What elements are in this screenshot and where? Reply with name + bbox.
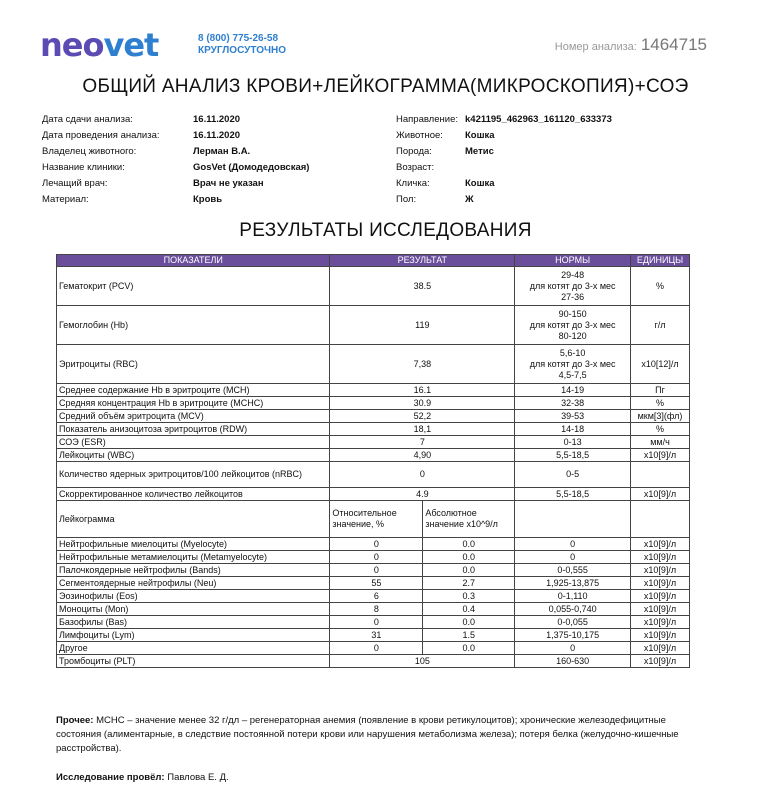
leukogram-row (57, 577, 690, 590)
indicator-name: Скорректированное количество лейкоцитов (57, 488, 330, 501)
info-row (396, 112, 612, 128)
analysis-number-label: Номер анализа: (554, 41, 637, 53)
relative-value: 0 (330, 564, 423, 577)
relative-value: 0 (330, 642, 423, 655)
norm-line: 0-13 (563, 436, 582, 447)
leukogram-header-row (57, 501, 690, 538)
indicator-name: Среднее содержание Hb в эритроците (MCH) (57, 384, 330, 397)
unit-value: x10[9]/л (631, 616, 690, 629)
table-row (57, 384, 690, 397)
info-row (42, 128, 309, 144)
table-row (57, 462, 690, 488)
empty-unit-cell (631, 501, 690, 538)
info-value: GosVet (Домодедовская) (193, 162, 310, 173)
info-row (42, 112, 309, 128)
analysis-number: 1464715 (640, 35, 707, 54)
neovet-logo (40, 26, 158, 64)
info-label: Животное: (396, 130, 443, 141)
relative-value: 0 (330, 551, 423, 564)
info-value: Ж (465, 194, 474, 205)
unit-value: мкм[3](фл) (631, 410, 690, 423)
norm-line: 4,5-7,5 (558, 369, 587, 380)
conducted-value: Павлова Е. Д. (167, 772, 229, 783)
phone-number[interactable]: 8 (800) 775-26-58 (198, 33, 279, 44)
header-result: РЕЗУЛЬТАТ (330, 255, 515, 267)
info-row (42, 192, 309, 208)
unit-value: x10[9]/л (631, 603, 690, 616)
norm-line: 80-120 (558, 330, 587, 341)
relative-value-header: Относительное значение, % (330, 501, 423, 538)
logo-vet: vet (103, 26, 159, 64)
norm-value: 1,925-13,875 (515, 577, 631, 590)
absolute-value: 2.7 (423, 577, 515, 590)
result-value: 4,90 (330, 449, 515, 462)
unit-value: x10[9]/л (631, 590, 690, 603)
info-value: k421195_462963_161120_633373 (465, 114, 612, 125)
absolute-value: 0.0 (423, 551, 515, 564)
analysis-number-block (555, 35, 707, 55)
indicator-name: Базофилы (Bas) (57, 616, 330, 629)
info-row (396, 176, 612, 192)
unit-value: x10[9]/л (631, 577, 690, 590)
norm-line: 90-150 (558, 308, 587, 319)
leukogram-row (57, 538, 690, 551)
info-row (396, 192, 612, 208)
unit-value: мм/ч (631, 436, 690, 449)
norm-line: 14-19 (561, 384, 585, 395)
unit-value: x10[9]/л (631, 642, 690, 655)
info-label: Владелец животного: (42, 146, 137, 157)
info-value: 16.11.2020 (193, 114, 241, 125)
conducted-by (56, 772, 229, 783)
info-row (396, 160, 612, 176)
relative-value: 31 (330, 629, 423, 642)
indicator-name: Сегментоядерные нейтрофилы (Neu) (57, 577, 330, 590)
norm-cell (515, 306, 631, 345)
indicator-name: Эозинофилы (Eos) (57, 590, 330, 603)
unit-value: x10[9]/л (631, 629, 690, 642)
info-row (42, 160, 309, 176)
absolute-value: 0.0 (423, 642, 515, 655)
info-label: Дата проведения анализа: (42, 130, 160, 141)
table-row (57, 423, 690, 436)
indicator-name: Нейтрофильные миелоциты (Myelocyte) (57, 538, 330, 551)
result-value: 7,38 (330, 345, 515, 384)
relative-value: 8 (330, 603, 423, 616)
info-row (396, 128, 612, 144)
info-label: Название клиники: (42, 162, 125, 173)
info-label: Пол: (396, 194, 417, 205)
norm-cell (515, 345, 631, 384)
absolute-value: 0.4 (423, 603, 515, 616)
unit-value: x10[9]/л (631, 551, 690, 564)
indicator-name: Гематокрит (PCV) (57, 267, 330, 306)
leukogram-row (57, 564, 690, 577)
document-title: ОБЩИЙ АНАЛИЗ КРОВИ+ЛЕЙКОГРАММА(МИКРОСКОПИЯ)+СОЭ (82, 76, 689, 97)
relative-value: 55 (330, 577, 423, 590)
table-row (57, 306, 690, 345)
table-row (57, 436, 690, 449)
unit-value: x10[12]/л (631, 345, 690, 384)
table-row (57, 655, 690, 668)
table-row (57, 449, 690, 462)
norm-cell (515, 436, 631, 449)
absolute-value: 1.5 (423, 629, 515, 642)
leukogram-row (57, 616, 690, 629)
norm-line: 29-48 (561, 269, 585, 280)
info-value: Кошка (465, 130, 495, 141)
unit-value: x10[9]/л (631, 564, 690, 577)
info-label: Порода: (396, 146, 432, 157)
absolute-value: 0.0 (423, 564, 515, 577)
norm-cell (515, 423, 631, 436)
indicator-name: Лейкоциты (WBC) (57, 449, 330, 462)
unit-value: x10[9]/л (631, 449, 690, 462)
indicator-name: Палочкоядерные нейтрофилы (Bands) (57, 564, 330, 577)
norm-line: 32-38 (561, 397, 585, 408)
norm-value: 0,055-0,740 (515, 603, 631, 616)
unit-value (631, 462, 690, 488)
info-value: Лерман В.А. (193, 146, 251, 157)
relative-value: 6 (330, 590, 423, 603)
unit-value: x10[9]/л (631, 655, 690, 668)
logo-neo: neo (40, 26, 104, 64)
result-value: 0 (330, 462, 515, 488)
norm-line: 27-36 (561, 291, 585, 302)
norm-line: 5,6-10 (559, 347, 586, 358)
table-row (57, 397, 690, 410)
norm-value: 1,375-10,175 (515, 629, 631, 642)
info-row (42, 176, 309, 192)
empty-norm-cell (515, 501, 631, 538)
unit-value: г/л (631, 306, 690, 345)
table-row (57, 410, 690, 423)
absolute-value: 0.0 (423, 538, 515, 551)
norm-cell (515, 410, 631, 423)
leukogram-row (57, 642, 690, 655)
norm-line: 0-5 (566, 469, 580, 479)
header-norms: НОРМЫ (515, 255, 631, 267)
notes-label: Прочее: (56, 715, 94, 726)
indicator-name: Гемоглобин (Hb) (57, 306, 330, 345)
absolute-value: 0.3 (423, 590, 515, 603)
info-label: Дата сдачи анализа: (42, 114, 133, 125)
norm-cell (515, 488, 631, 501)
indicator-name: Средняя концентрация Hb в эритроците (MCHC) (57, 397, 330, 410)
indicator-name: Количество ядерных эритроцитов/100 лейкоцитов (nRBC) (57, 462, 330, 488)
header-units: ЕДИНИЦЫ (631, 255, 690, 267)
conducted-label: Исследование провёл: (56, 772, 165, 783)
norm-value: 0-1,110 (515, 590, 631, 603)
norm-value: 0 (515, 642, 631, 655)
norm-line: 39-53 (561, 410, 585, 421)
indicator-name: Тромбоциты (PLT) (57, 655, 330, 668)
leukogram-title: Лейкограмма (57, 501, 330, 538)
norm-cell (515, 462, 631, 488)
result-value: 52,2 (330, 410, 515, 423)
indicator-name: Эритроциты (RBC) (57, 345, 330, 384)
norm-value: 0 (515, 551, 631, 564)
indicator-name: Другое (57, 642, 330, 655)
table-row (57, 267, 690, 306)
clinic-phone-block (198, 33, 286, 57)
norm-line: 5,5-18,5 (556, 488, 590, 499)
table-header-row (57, 255, 690, 267)
absolute-value: 0.0 (423, 616, 515, 629)
notes (56, 714, 696, 756)
result-value: 105 (330, 655, 515, 668)
header-indicators: ПОКАЗАТЕЛИ (57, 255, 330, 267)
indicator-name: Лимфоциты (Lym) (57, 629, 330, 642)
result-value: 38.5 (330, 267, 515, 306)
norm-cell (515, 397, 631, 410)
relative-value: 0 (330, 538, 423, 551)
norm-value: 0-0,555 (515, 564, 631, 577)
info-label: Направление: (396, 114, 458, 125)
result-value: 16.1 (330, 384, 515, 397)
patient-info-right (396, 112, 612, 208)
result-value: 30.9 (330, 397, 515, 410)
info-label: Материал: (42, 194, 89, 205)
norm-cell (515, 384, 631, 397)
unit-value: Пг (631, 384, 690, 397)
unit-value: % (631, 397, 690, 410)
leukogram-row (57, 603, 690, 616)
norm-line: 5,5-18,5 (556, 449, 590, 460)
norm-cell (515, 449, 631, 462)
indicator-name: Нейтрофильные метамиелоциты (Metamyelocyte) (57, 551, 330, 564)
hours-label: КРУГЛОСУТОЧНО (198, 45, 287, 56)
leukogram-row (57, 590, 690, 603)
results-title: РЕЗУЛЬТАТЫ ИССЛЕДОВАНИЯ (239, 220, 532, 241)
leukogram-row (57, 551, 690, 564)
norm-line: для котят до 3-х мес (529, 319, 616, 330)
norm-value: 160-630 (515, 655, 631, 668)
info-value: 16.11.2020 (193, 130, 241, 141)
result-value: 7 (330, 436, 515, 449)
indicator-name: СОЭ (ESR) (57, 436, 330, 449)
info-value: Врач не указан (193, 178, 264, 189)
result-value: 4.9 (330, 488, 515, 501)
relative-value: 0 (330, 616, 423, 629)
info-row (42, 144, 309, 160)
unit-value: x10[9]/л (631, 538, 690, 551)
info-label: Лечащий врач: (42, 178, 108, 189)
result-value: 18,1 (330, 423, 515, 436)
info-value: Кошка (465, 178, 495, 189)
unit-value: % (631, 423, 690, 436)
leukogram-row (57, 629, 690, 642)
info-row (396, 144, 612, 160)
table-row (57, 488, 690, 501)
info-value: Кровь (193, 194, 223, 205)
indicator-name: Моноциты (Mon) (57, 603, 330, 616)
indicator-name: Средний объём эритроцита (MCV) (57, 410, 330, 423)
norm-value: 0-0,055 (515, 616, 631, 629)
info-label: Возраст: (396, 162, 435, 173)
notes-text: MCHC – значение менее 32 г/дл – регенераторная анемия (появление в крови ретикулоцитов); хронические железодефицитные состояния (алиментарные, в следствие постоянной потери крови или нарушения метаболизма железа); потеря белка (желудочно-кишечные расстройства). (56, 715, 679, 754)
norm-line: для котят до 3-х мес (529, 358, 616, 369)
norm-value: 0 (515, 538, 631, 551)
patient-info-left (42, 112, 309, 208)
results-table (56, 254, 690, 668)
info-value: Метис (465, 146, 494, 157)
indicator-name: Показатель анизоцитоза эритроцитов (RDW) (57, 423, 330, 436)
absolute-value-header: Абсолютное значение x10^9/л (423, 501, 515, 538)
unit-value: % (631, 267, 690, 306)
info-label: Кличка: (396, 178, 430, 189)
norm-line: для котят до 3-х мес (529, 280, 616, 291)
norm-cell (515, 267, 631, 306)
table-row (57, 345, 690, 384)
unit-value: x10[9]/л (631, 488, 690, 501)
result-value: 119 (330, 306, 515, 345)
norm-line: 14-18 (561, 423, 585, 434)
